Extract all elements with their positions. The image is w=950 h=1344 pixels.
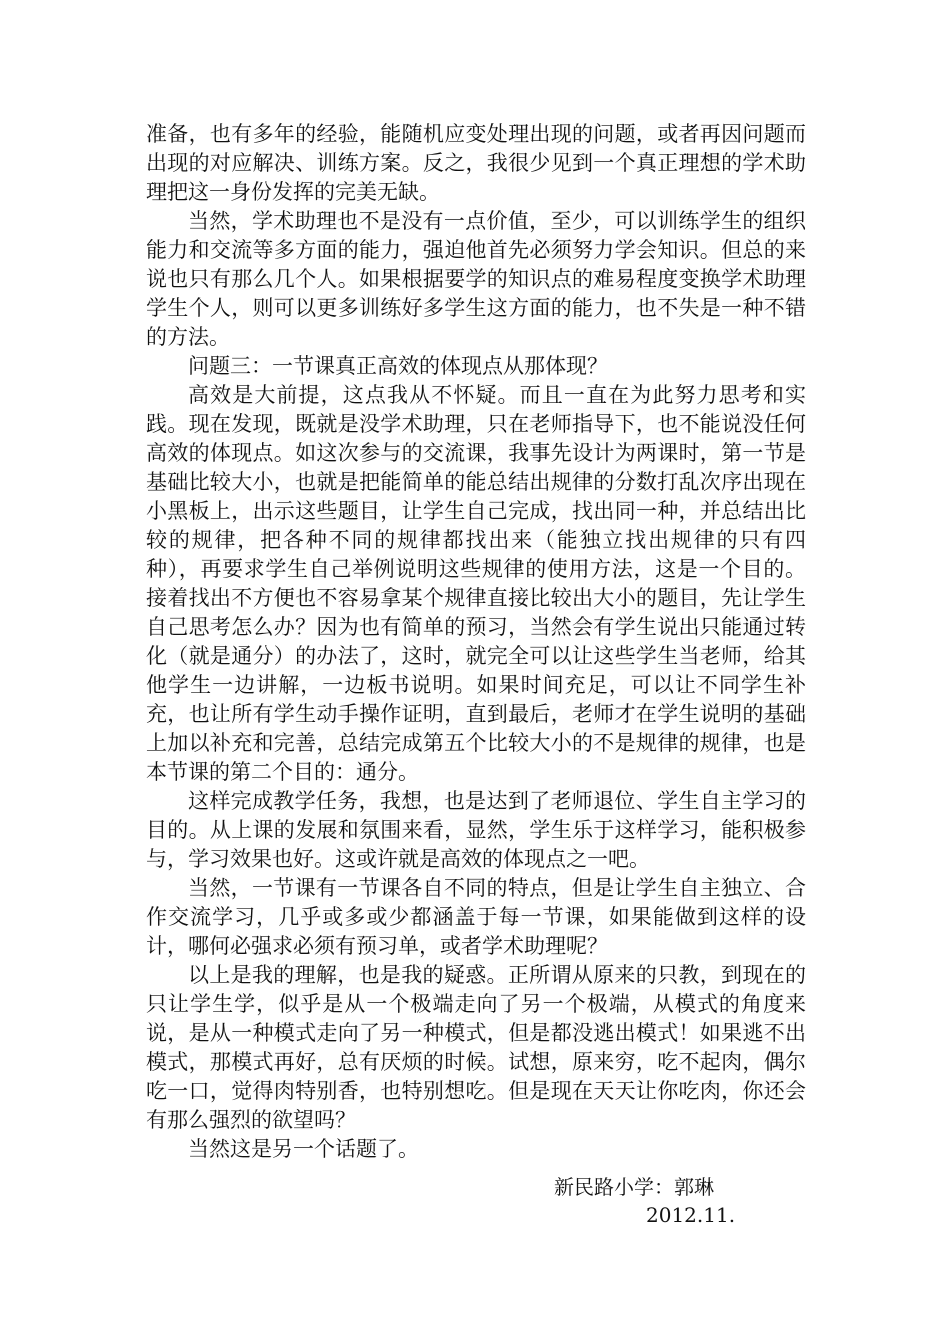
paragraph-closing: 当然这是另一个话题了。 (188, 1137, 419, 1161)
paragraph-continuation: 准备，也有多年的经验，能随机应变处理出现的问题，或者再因问题而出现的对应解决、训练方案。反之，我很少见到一个真正理想的学术助理把这一身份发挥的完美无缺。 (146, 122, 806, 204)
document-date: 2012.11. (646, 1203, 736, 1227)
paragraph-academic-assistant-value: 当然，学术助理也不是没有一点价值，至少，可以训练学生的组织能力和交流等多方面的能力，强迫他首先必须努力学会知识。但总的来说也只有那么几个人。如果根据要学的知识点的难易程度变换学术助理学生个人，则可以更多训练好多学生这方面的能力，也不失是一种不错的方法。 (146, 209, 806, 349)
paragraph-question-three: 问题三：一节课真正高效的体现点从那体现？ (188, 354, 608, 378)
author-signature: 新民路小学：郭琳 (554, 1175, 714, 1199)
paragraph-efficiency-example: 高效是大前提，这点我从不怀疑。而且一直在为此努力思考和实践。现在发现，既就是没学术助理，只在老师指导下，也不能说没任何高效的体现点。如这次参与的交流课，我事先设计为两课时，第一节是基础比较大小，也就是把能简单的能总结出规律的分数打乱次序出现在小黑板上，出示这些题目，让学生自己完成，找出同一种，并总结出比较的规律，把各种不同的规律都找出来（能独立找出规律的只有四种），再要求学生自己举例说明这些规律的使用方法，这是一个目的。接着找出不方便也不容易拿某个规律直接比较出大小的题目，先让学生自己思考怎么办？因为也有简单的预习，当然会有学生说出只能通过转化（就是通分）的办法了，这时，就完全可以让这些学生当老师，给其他学生一边讲解，一边板书说明。如果时间充足，可以让不同学生补充，也让所有学生动手操作证明，直到最后，老师才在学生说明的基础上加以补充和完善，总结完成第五个比较大小的不是规律的规律，也是本节课的第二个目的：通分。 (146, 383, 806, 784)
paragraph-teaching-goal: 这样完成教学任务，我想，也是达到了老师退位、学生自主学习的目的。从上课的发展和氛围来看，显然，学生乐于这样学习，能积极参与，学习效果也好。这或许就是高效的体现点之一吧。 (146, 789, 806, 871)
paragraph-understanding-doubts: 以上是我的理解，也是我的疑惑。正所谓从原来的只教，到现在的只让学生学，似乎是从一个极端走向了另一个极端，从模式的角度来说，是从一种模式走向了另一种模式，但是都没逃出模式！如果逃不出模式，那模式再好，总有厌烦的时候。试想，原来穷，吃不起肉，偶尔吃一口，觉得肉特别香，也特别想吃。但是现在天天让你吃肉，你还会有那么强烈的欲望吗？ (146, 963, 806, 1132)
paragraph-lesson-features: 当然，一节课有一节课各自不同的特点，但是让学生自主独立、合作交流学习，几乎或多或少都涵盖于每一节课，如果能做到这样的设计，哪何必强求必须有预习单，或者学术助理呢？ (146, 876, 806, 958)
document-body (146, 120, 806, 1164)
